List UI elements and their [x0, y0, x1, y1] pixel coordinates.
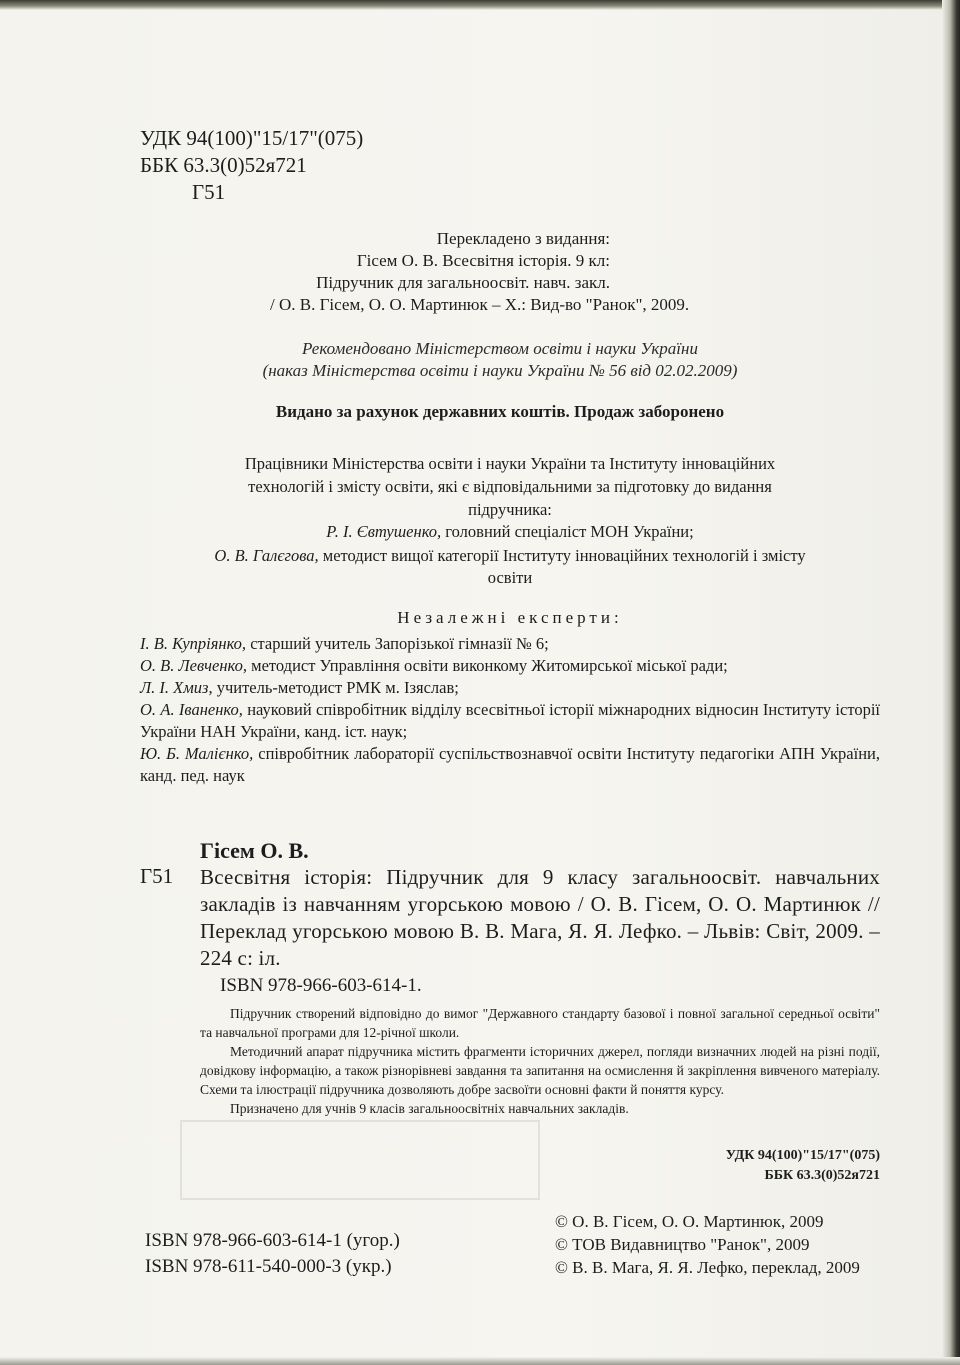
- person-name: О. В. Галєгова,: [214, 546, 319, 565]
- experts-heading: Незалежні експерти:: [397, 608, 623, 627]
- annotation-paragraph: Підручник створений відповідно до вимог "Державного стандарту базової і повної загальної середньої освіти" та навчальної програми для 12-річної школи.: [200, 1006, 880, 1040]
- worker-entry: [140, 545, 880, 567]
- udk-code: УДК 94(100)"15/17"(075): [725, 1148, 880, 1163]
- copyright-line: © ТОВ Видавництво "Ранок", 2009: [555, 1235, 810, 1254]
- isbn-list: [145, 1228, 400, 1280]
- recommendation-line: (наказ Міністерства освіти і науки України № 56 від 02.02.2009): [262, 361, 738, 380]
- annotation-paragraph: Методичний апарат підручника містить фрагменти історичних джерел, погляди визначних людей на різні події, довідкову інформацію, а також різнорівневі завдання та запитання на осмислення й закріплення вивченого матеріалу. Схеми та ілюстрації підручника дозволяють добре засвоїти основні факти й поняття курсу.: [200, 1044, 880, 1097]
- expert-name: О. А. Іваненко,: [140, 700, 243, 719]
- book-spine-edge: [942, 0, 960, 1365]
- catalog-code: Г51: [140, 864, 174, 888]
- expert-name: І. В. Купріянко,: [140, 634, 247, 653]
- expert-entry: [140, 743, 880, 787]
- expert-name: О. В. Левченко,: [140, 656, 248, 675]
- person-name: Р. І. Євтушенко,: [326, 522, 442, 541]
- translation-line: Гісем О. В. Всесвітня історія. 9 кл:: [356, 251, 610, 270]
- ministry-recommendation: [200, 338, 800, 382]
- expert-name: Ю. Б. Малієнко,: [140, 744, 254, 763]
- worker-entry: [140, 521, 880, 543]
- isbn-hungarian: ISBN 978-966-603-614-1 (угор.): [145, 1230, 400, 1251]
- person-role: методист вищої категорії Інституту інноваційних технологій і змісту: [318, 546, 806, 565]
- catalog-description: Всесвітня історія: Підручник для 9 класу загальноосвіт. навчальних закладів із навчанням угорською мовою / О. В. Гісем, О. О. Мартинюк // Переклад угорською мовою В. В. Мага, Я. Я. Лефко. – Львів: Світ, 2009. – 224 с: іл.: [200, 865, 880, 970]
- workers-line: Працівники Міністерства освіти і науки України та Інституту інноваційних: [244, 454, 776, 473]
- classification-codes: [140, 125, 363, 206]
- ministry-workers: [155, 452, 865, 521]
- catalog-author: Гісем О. В.: [200, 838, 309, 863]
- udk-code: УДК 94(100)"15/17"(075): [140, 126, 364, 150]
- translation-source: [270, 228, 690, 316]
- workers-line: технологій і змісту освіти, які є відповідальними за підготовку до видання: [248, 477, 772, 496]
- catalog-codes: [600, 1146, 880, 1186]
- isbn-ukrainian: ISBN 978-611-540-000-3 (укр.): [145, 1256, 392, 1277]
- expert-entry: [140, 633, 880, 655]
- person-role: головний спеціаліст МОН України;: [441, 522, 694, 541]
- expert-entry: [140, 677, 880, 699]
- bbk-code: ББК 63.3(0)52я721: [764, 1168, 880, 1183]
- translation-line: / О. В. Гісем, О. О. Мартинюк – Х.: Вид-во "Ранок", 2009.: [270, 295, 690, 314]
- copyright-line: © О. В. Гісем, О. О. Мартинюк, 2009: [555, 1212, 824, 1231]
- worker-entry-cont: освіти: [487, 568, 533, 587]
- catalog-isbn: ISBN 978-966-603-614-1.: [220, 975, 422, 996]
- author-mark: Г51: [192, 180, 226, 204]
- expert-role: методист Управління освіти виконкому Житомирської міської ради;: [247, 656, 728, 675]
- expert-role: учитель-методист РМК м. Ізяслав;: [212, 678, 459, 697]
- expert-name: Л. І. Хмиз,: [140, 678, 213, 697]
- recommendation-line: Рекомендовано Міністерством освіти і науки України: [302, 339, 698, 358]
- faded-library-stamp: [180, 1120, 540, 1200]
- annotation: [200, 1004, 880, 1118]
- page-bottom-edge: [0, 1357, 960, 1365]
- workers-line: підручника:: [468, 500, 552, 519]
- copyright-block: [555, 1210, 885, 1279]
- expert-entry: [140, 699, 880, 743]
- expert-role: науковий співробітник відділу всесвітньої історії міжнародних відносин Інституту історії України НАН України, канд. іст. наук;: [140, 700, 880, 741]
- translation-heading: Перекладено з видання:: [436, 229, 610, 248]
- issued-note: Видано за рахунок державних коштів. Продаж заборонено: [275, 402, 725, 421]
- expert-entry: [140, 655, 880, 677]
- translation-line: Підручник для загальноосвіт. навч. закл.: [316, 273, 610, 292]
- page-top-edge: [0, 0, 960, 10]
- copyright-line: © В. В. Мага, Я. Я. Лефко, переклад, 2009: [555, 1258, 860, 1277]
- expert-role: співробітник лабораторії суспільствознавчої освіти Інституту педагогіки АПН України, канд. пед. наук: [140, 744, 880, 785]
- bbk-code: ББК 63.3(0)52я721: [140, 153, 307, 177]
- annotation-paragraph: Призначено для учнів 9 класів загальноосвітніх навчальних закладів.: [230, 1101, 629, 1116]
- expert-role: старший учитель Запорізької гімназії № 6;: [246, 634, 549, 653]
